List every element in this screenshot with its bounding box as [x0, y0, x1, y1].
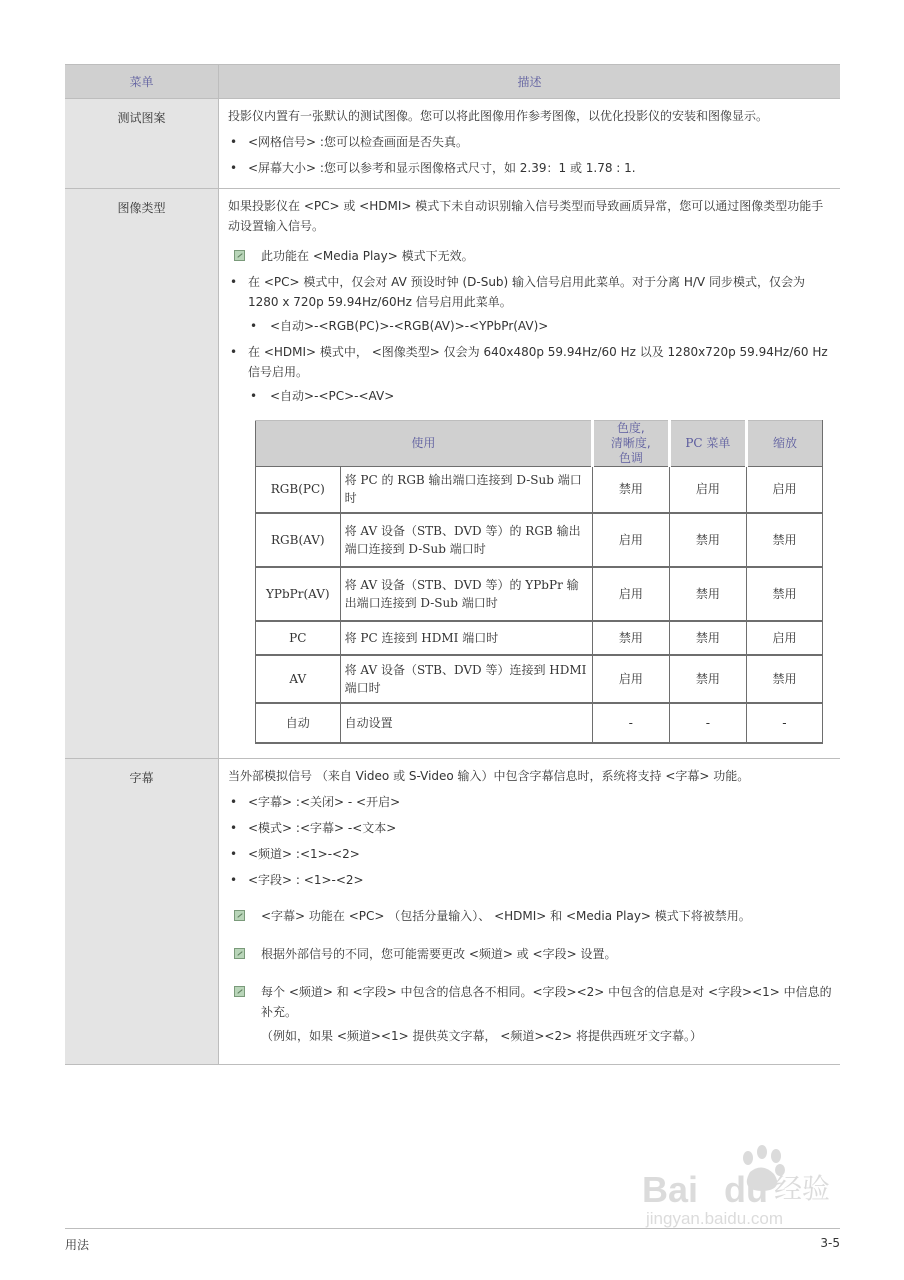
note-example: （例如，如果 <频道><1> 提供英文字幕， <频道><2> 将提供西班牙文字幕。）: [261, 1028, 702, 1043]
row-name-cell: RGB(PC): [256, 467, 341, 513]
svg-text:du: du: [724, 1169, 768, 1210]
row-tint-cell: 启用: [592, 655, 669, 703]
row-tint-cell: 启用: [592, 513, 669, 567]
footer-section-label: 用法: [65, 1238, 90, 1252]
image-type-table-row: [256, 513, 823, 567]
row-tint-cell: 禁用: [592, 621, 669, 655]
row-zoom-cell: 启用: [746, 621, 822, 655]
row-description-cell: 将 PC 连接到 HDMI 端口时: [340, 621, 592, 655]
description-cell-test-pattern: [219, 99, 841, 189]
row-description-cell: 自动设置: [340, 703, 592, 743]
row-zoom-cell: 禁用: [746, 655, 822, 703]
svg-text:jingyan.baidu.com: jingyan.baidu.com: [646, 1209, 784, 1228]
row-tint-cell: -: [592, 703, 669, 743]
row-description-cell: 将 PC 的 RGB 输出端口连接到 D-Sub 端口时: [340, 467, 592, 513]
row-tint-cell: 启用: [592, 567, 669, 621]
list-item: • <频道> :<1>-<2>: [228, 844, 832, 864]
row-zoom-cell: 启用: [746, 467, 822, 513]
row-pc-menu-cell: 禁用: [669, 621, 746, 655]
row-name-cell: YPbPr(AV): [256, 567, 341, 621]
menu-column-header: 菜单: [65, 65, 219, 99]
note-icon: [234, 948, 245, 959]
image-type-table-row: [256, 467, 823, 513]
row-pc-menu-cell: 启用: [669, 467, 746, 513]
description-cell-caption: [219, 758, 841, 1064]
note-text: 根据外部信号的不同，您可能需要更改 <频道> 或 <字段> 设置。: [261, 946, 617, 961]
header-zoom: 缩放: [746, 421, 822, 467]
list-item: • 在 <HDMI> 模式中， <图像类型> 仅会为 640x480p 59.94Hz/60 Hz 以及 1280x720p 59.94Hz/60 Hz 信号启用。: [228, 342, 832, 382]
row-name-cell: AV: [256, 655, 341, 703]
note-text: 此功能在 <Media Play> 模式下无效。: [261, 249, 474, 263]
menu-cell-test-pattern: 测试图案: [65, 99, 219, 189]
note-text: <字幕> 功能在 <PC> （包括分量输入）、 <HDMI> 和 <Media Play> 模式下将被禁用。: [261, 908, 751, 923]
row-description-cell: 将 AV 设备（STB、DVD 等）的 YPbPr 输出端口连接到 D-Sub 端口时: [340, 567, 592, 621]
note-icon: [234, 250, 245, 261]
list-item: • <字幕> :<关闭> - <开启>: [228, 792, 832, 812]
list-item: • <屏幕大小> :您可以参考和显示图像格式尺寸，如 2.39：1 或 1.78 : 1.: [228, 158, 832, 178]
note-icon: [234, 910, 245, 921]
image-type-table-row: [256, 567, 823, 621]
note: [228, 982, 832, 1046]
image-type-intro: 如果投影仪在 <PC> 或 <HDMI> 模式下未自动识别输入信号类型而导致画质异常，您可以通过图像类型功能手动设置输入信号。: [228, 199, 824, 233]
table-header-row: [65, 65, 840, 99]
caption-intro: 当外部模拟信号 （来自 Video 或 S-Video 输入）中包含字幕信息时，系统将支持 <字幕> 功能。: [228, 768, 750, 783]
row-description-cell: 将 AV 设备（STB、DVD 等）的 RGB 输出端口连接到 D-Sub 端口时: [340, 513, 592, 567]
settings-table: [65, 64, 840, 1065]
note-icon: [234, 986, 245, 997]
row-zoom-cell: 禁用: [746, 567, 822, 621]
note: [228, 906, 832, 926]
row-pc-menu-cell: 禁用: [669, 567, 746, 621]
image-type-table-row: [256, 703, 823, 743]
list-item: • <网格信号> :您可以检查画面是否失真。: [228, 132, 832, 152]
header-usage: 使用: [256, 421, 593, 467]
row-zoom-cell: -: [746, 703, 822, 743]
row-pc-menu-cell: -: [669, 703, 746, 743]
image-type-table: [255, 420, 823, 744]
list-item: • <字段> : <1>-<2>: [228, 870, 832, 890]
menu-cell-image-type: 图像类型: [65, 189, 219, 759]
note-text: 每个 <频道> 和 <字段> 中包含的信息各不相同。<字段><2> 中包含的信息是对 <字段><1> 中信息的补充。: [261, 984, 832, 1019]
table-row-caption: [65, 758, 840, 1064]
list-item: • 在 <PC> 模式中，仅会对 AV 预设时钟 (D-Sub) 输入信号启用此菜单。对于分离 H/V 同步模式，仅会为 1280 x 720p 59.94Hz/60Hz 信号启用此菜单。: [228, 272, 832, 312]
row-zoom-cell: 禁用: [746, 513, 822, 567]
description-column-header: 描述: [219, 65, 841, 99]
row-pc-menu-cell: 禁用: [669, 513, 746, 567]
row-tint-cell: 禁用: [592, 467, 669, 513]
row-name-cell: PC: [256, 621, 341, 655]
menu-cell-caption: 字幕: [65, 758, 219, 1064]
baidu-watermark-logo: [640, 1140, 850, 1230]
test-pattern-intro: 投影仪内置有一张默认的测试图像。您可以将此图像用作参考图像，以优化投影仪的安装和图像显示。: [228, 109, 769, 123]
list-subitem: • <自动>-<PC>-<AV>: [228, 386, 832, 406]
row-pc-menu-cell: 禁用: [669, 655, 746, 703]
image-type-table-header: [256, 421, 823, 467]
note: [228, 246, 832, 266]
list-item: • <模式> :<字幕> -<文本>: [228, 818, 832, 838]
table-row-test-pattern: [65, 99, 840, 189]
svg-text:经验: 经验: [774, 1172, 831, 1205]
image-type-table-row: [256, 621, 823, 655]
row-description-cell: 将 AV 设备（STB、DVD 等）连接到 HDMI 端口时: [340, 655, 592, 703]
description-cell-image-type: [219, 189, 841, 759]
table-row-image-type: [65, 189, 840, 759]
header-pc-menu: PC 菜单: [669, 421, 746, 467]
list-subitem: • <自动>-<RGB(PC)>-<RGB(AV)>-<YPbPr(AV)>: [228, 316, 832, 336]
note: [228, 944, 832, 964]
row-name-cell: 自动: [256, 703, 341, 743]
svg-text:Bai: Bai: [642, 1169, 699, 1210]
header-tint: 色度, 清晰度, 色调: [592, 421, 669, 467]
page-number: 3-5: [820, 1236, 840, 1250]
image-type-table-row: [256, 655, 823, 703]
row-name-cell: RGB(AV): [256, 513, 341, 567]
